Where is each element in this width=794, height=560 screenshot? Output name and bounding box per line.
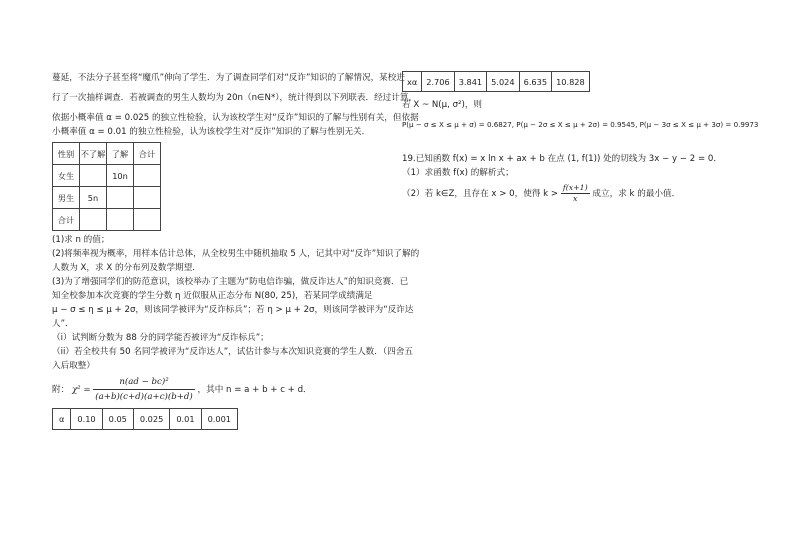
table-row (53, 409, 238, 430)
intro-line: 蔓延，不法分子甚至将“魔爪”伸向了学生．为了调查同学们对“反诈”知识的了解情况，某校进 (52, 73, 405, 83)
table-cell: 3.841 (454, 72, 486, 92)
question-3-i: （i）试判断分数为 88 分的同学能否被评为“反诈标兵”； (52, 333, 269, 343)
table-cell (134, 187, 161, 209)
question-line: (3)为了增强同学们的防范意识，该校举办了主题为“防电信诈骗，做反诈达人”的知识竞赛．已 (52, 277, 409, 287)
table-cell: xα (403, 72, 422, 92)
table-cell: 0.10 (71, 409, 102, 430)
table-cell: α (53, 409, 71, 430)
question-line: 人数为 X，求 X 的分布列及数学期望． (52, 263, 201, 273)
header-cell: 合计 (134, 143, 161, 165)
question-3-ii (52, 345, 413, 373)
question-2 (52, 247, 420, 275)
table-row (53, 165, 161, 187)
table-cell (134, 165, 161, 187)
table-cell: 10n (107, 165, 134, 187)
table-row (53, 187, 161, 209)
table-row (53, 209, 161, 231)
table-cell: 0.025 (133, 409, 169, 430)
fraction-denominator: x (573, 194, 578, 203)
normal-probabilities: P(μ − σ ≤ X ≤ μ + σ) = 0.6827, P(μ − 2σ ≤ X ≤ μ + 2σ) = 0.9545, P(μ − 3σ ≤ X ≤ μ + 3σ) = 0.9973 (402, 120, 759, 129)
question-19-part-2-tail: 成立，求 k 的最小值． (592, 189, 681, 199)
table-cell: 5n (80, 187, 107, 209)
chi-square-formula (52, 375, 390, 404)
header-cell: 了解 (107, 143, 134, 165)
table-cell: 0.01 (170, 409, 201, 430)
header-cell: 性别 (53, 143, 80, 165)
table-cell (107, 187, 134, 209)
question-line: (2)将频率视为概率，用样本估计总体，从全校男生中随机抽取 5 人，记其中对“反诈”知识了解的 (52, 249, 420, 259)
question-19: 19.已知函数 f(x) = x ln x + ax + b 在点 (1, f(1)) 处的切线为 3x − y − 2 = 0． (402, 154, 722, 164)
question-1: (1)求 n 的值； (52, 235, 110, 245)
table-cell: 10.828 (552, 72, 590, 92)
normal-distribution-line: 若 X ~ N(μ, σ²)，则 (402, 100, 483, 110)
chi-square-lhs: χ² = (71, 384, 91, 395)
right-column (402, 71, 759, 204)
question-19-part-2-lead: （2）若 k∈Z，且存在 x > 0，使得 k > (402, 189, 559, 199)
question-line: （ii）若全校共有 50 名同学被评为“反诈达人”，试估计参与本次知识竞赛的学生人数．（四舍五 (52, 347, 413, 357)
header-cell: 不了解 (80, 143, 107, 165)
table-cell: 女生 (53, 165, 80, 187)
question-line: μ − σ ≤ η ≤ μ + 2σ，则该同学被评为“反诈标兵”；若 η > μ + 2σ，则该同学被评为“反诈达 (52, 305, 414, 315)
intro-line: 行了一次抽样调查．若被调查的男生人数均为 20n（n∈N*），统计得到以下列联表．经过计算， (52, 93, 418, 103)
fraction-numerator: f(x+1) (562, 183, 588, 192)
question-19-part-1: （1）求函数 f(x) 的解析式； (402, 168, 514, 178)
table-cell: 0.001 (201, 409, 237, 430)
table-row (403, 72, 590, 92)
chi-square-denominator: (a+b)(c+d)(a+c)(b+d) (95, 392, 193, 402)
appendix-label: 附： (52, 385, 70, 395)
chi-square-fraction (93, 375, 195, 404)
question-line: 入后取整） (52, 361, 95, 371)
table-cell: 6.635 (519, 72, 551, 92)
critical-value-table (402, 71, 590, 92)
intro-line: 依据小概率值 α = 0.025 的独立性检验，认为该校学生对“反诈”知识的了解与性别有关，但依据 (52, 113, 419, 123)
question-line: 知全校参加本次竞赛的学生分数 η 近似服从正态分布 N(80, 25)，若某同学成绩满足 (52, 291, 373, 301)
table-cell: 男生 (53, 187, 80, 209)
question-19-part-2 (402, 183, 747, 204)
chi-square-numerator: n(ad − bc)² (93, 375, 195, 390)
gender-contingency-table (52, 142, 161, 231)
table-cell (134, 209, 161, 231)
table-header-row (53, 143, 161, 165)
table-cell (80, 209, 107, 231)
intro-line: 小概率值 α = 0.01 的独立性检验，认为该校学生对“反诈”知识的了解与性别无关． (52, 127, 371, 137)
question-19-fraction (561, 183, 590, 204)
question-3 (52, 275, 414, 331)
chi-square-note: ，其中 n = a + b + c + d． (197, 385, 312, 395)
table-cell: 合计 (53, 209, 80, 231)
table-cell: 5.024 (487, 72, 519, 92)
alpha-table (52, 408, 238, 430)
table-cell (80, 165, 107, 187)
table-cell: 2.706 (422, 72, 454, 92)
question-line: 人”． (52, 319, 74, 329)
table-cell (107, 209, 134, 231)
table-cell: 0.05 (102, 409, 133, 430)
